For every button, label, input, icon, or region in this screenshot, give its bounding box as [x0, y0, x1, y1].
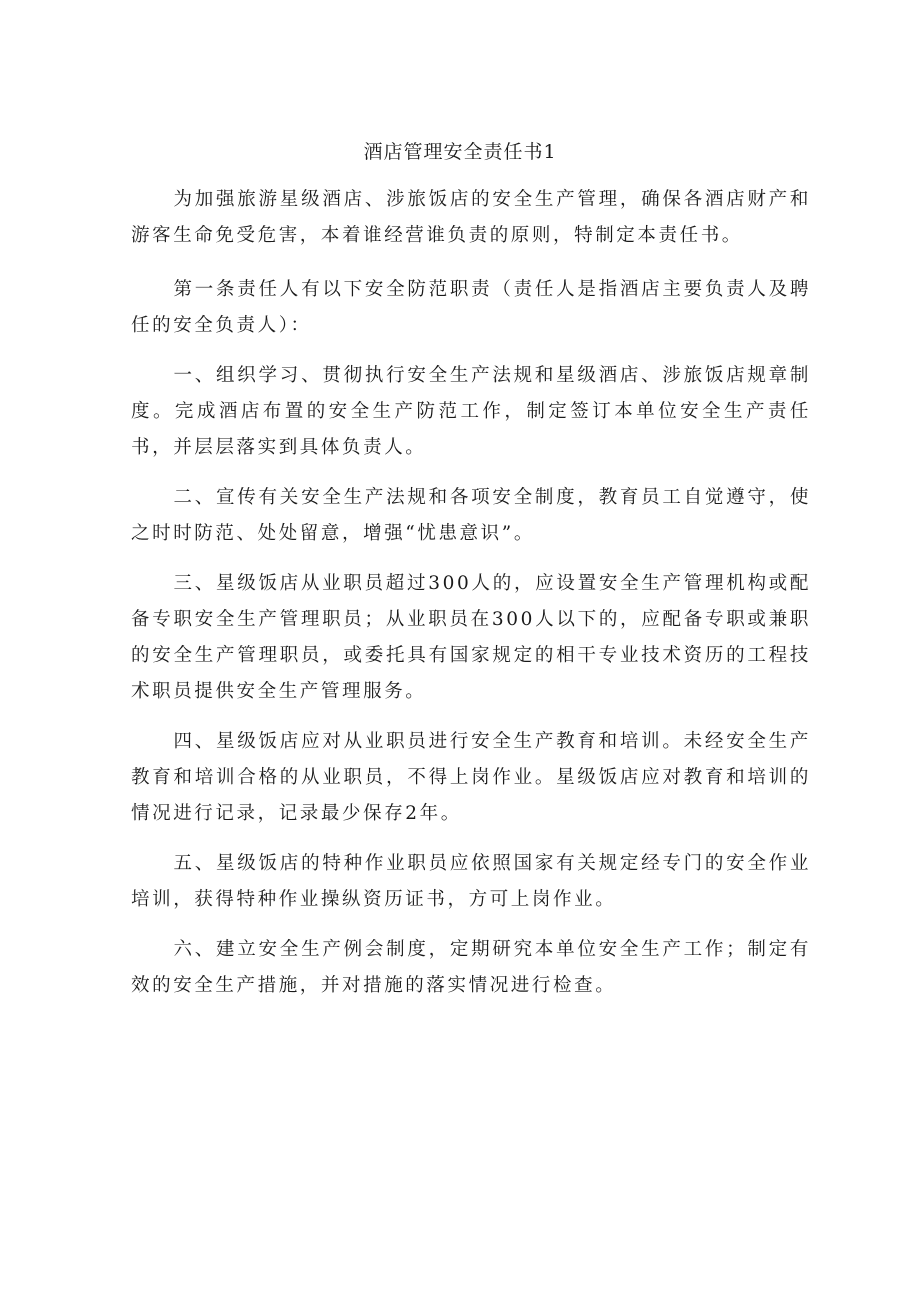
- paragraph-item-5: 五、星级饭店的特种作业职员应依照国家有关规定经专门的安全作业培训，获得特种作业操纵资历证书，方可上岗作业。: [131, 853, 811, 910]
- paragraph-item-6: 六、建立安全生产例会制度，定期研究本单位安全生产工作；制定有效的安全生产措施，并对措施的落实情况进行检查。: [131, 939, 811, 996]
- document-body: [131, 182, 811, 1018]
- document-title: 酒店管理安全责任书1: [363, 141, 557, 163]
- paragraph-article-1: 第一条责任人有以下安全防范职责（责任人是指酒店主要负责人及聘任的安全负责人）：: [131, 279, 811, 336]
- paragraph-item-3: 三、星级饭店从业职员超过300人的，应设置安全生产管理机构或配备专职安全生产管理职员；从业职员在300人以下的，应配备专职或兼职的安全生产管理职员，或委托具有国家规定的相干专业技术资历的工程技术职员提供安全生产管理服务。: [131, 573, 811, 702]
- paragraph-item-4: 四、星级饭店应对从业职员进行安全生产教育和培训。未经安全生产教育和培训合格的从业职员，不得上岗作业。星级饭店应对教育和培训的情况进行记录，记录最少保存2年。: [131, 731, 811, 824]
- paragraph-item-2: 二、宣传有关安全生产法规和各项安全制度，教育员工自觉遵守，使之时时防范、处处留意，增强“忧患意识”。: [131, 487, 811, 544]
- paragraph-intro: 为加强旅游星级酒店、涉旅饭店的安全生产管理，确保各酒店财产和游客生命免受危害，本着谁经营谁负责的原则，特制定本责任书。: [131, 189, 811, 246]
- paragraph-item-1: 一、组织学习、贯彻执行安全生产法规和星级酒店、涉旅饭店规章制度。完成酒店布置的安全生产防范工作，制定签订本单位安全生产责任书，并层层落实到具体负责人。: [131, 365, 811, 458]
